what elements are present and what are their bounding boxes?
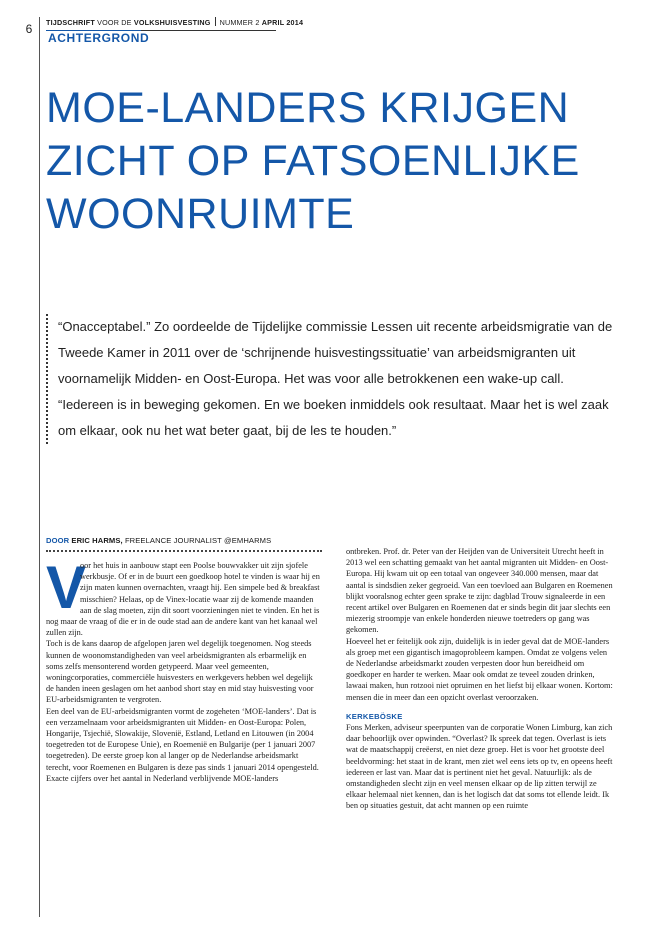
body-paragraph: Hoeveel het er feitelijk ook zijn, duidelijk is in ieder geval dat de MOE-landers als groep met een gigantisch imagoprobleem kampen. Omdat ze volgens velen de Nederlandse arbeidsmarkt zouden verpesten door hun bereidheid om goedkoper en harder te werken. Maar ook omdat ze teveel zouden drinken, lawaai maken, hun rotzooi niet opruimen en het liefst bij elkaar wonen. Kortom: mensen die in meer dan een opzicht overlast veroorzaken. bbox=[346, 636, 613, 702]
body-column-left bbox=[46, 554, 320, 784]
body-paragraph: Toch is de kans daarop de afgelopen jaren wel degelijk toegenomen. Nog steeds kunnen de woonomstandigheden van veel arbeidsmigranten als erbarmelijk en soms zelfs mensonterend worden getypeerd. Maar veel gemeenten, woningcorporaties, commerciële huisvesters en werkgevers hebben wel degelijk de handen ineen geslagen om het aanbod short stay en mid stay huisvesting voor EU-arbeidsmigranten te vergroten. bbox=[46, 639, 314, 705]
magazine-title-a: TIJDSCHRIFT bbox=[46, 18, 95, 27]
byline-author: ERIC HARMS, bbox=[71, 536, 123, 545]
margin-rule bbox=[39, 17, 40, 917]
body-paragraph: ontbreken. Prof. dr. Peter van der Heijden van de Universiteit Utrecht heeft in 2013 wel een schatting gemaakt van het aantal migranten uit Midden- en Oost-Europa. Hij kwam uit op een totaal van ongeveer 340.000 mensen, maar dat aantal is sindsdien zeker gegroeid. Van een toevloed aan Bulgaren en Roemenen blijkt vooralsnog echter geen sprake te zijn: dagblad Trouw signaleerde in een recent artikel over Bulgaren en Roemenen dat er sinds begin dit jaar slechts een miezerig stroompje van enkele honderden nieuwe toetreders op gang was gekomen. bbox=[346, 547, 613, 635]
header-separator bbox=[215, 17, 216, 26]
byline-door: DOOR bbox=[46, 536, 70, 545]
issue-date: APRIL 2014 bbox=[261, 18, 304, 27]
section-label: ACHTERGROND bbox=[48, 31, 150, 45]
byline-role: FREELANCE JOURNALIST @EMHARMS bbox=[124, 536, 272, 545]
body-paragraph: Een deel van de EU-arbeidsmigranten vormt de zogeheten ‘MOE-landers’. Dat is een verzamelnaam voor arbeidsmigranten uit Midden- en Oost-Europa: Polen, Hongarije, Tsjechië, Slowakije, Slovenië, Estland, Letland en Litouwen (in 2004 toegetreden tot de Europese Unie), en Roemenië en Bulgarije (per 1 januari 2007 toegetreden). De eerste groep kon al langer op de Nederlandse arbeidsmarkt terecht, voor Roemenen en Bulgaren is deze pas sinds 1 januari 2014 opengesteld. bbox=[46, 706, 319, 772]
intro-paragraph: “Onacceptabel.” Zo oordeelde de Tijdelijke commissie Lessen uit recente arbeidsmigratie van de Tweede Kamer in 2011 over de ‘schrijnende huisvestingssituatie’ van arbeidsmigranten uit voornamelijk Midden- en Oost-Europa. Het was voor alle betrokkenen een wake-up call. “Iedereen is in beweging gekomen. En we boeken inmiddels ook resultaat. Maar het is wel zaak om elkaar, ook nu het wat beter gaat, bij de les te houden.” bbox=[46, 314, 623, 444]
headline-line-3: WOONRUIMTE bbox=[46, 190, 355, 238]
subheading: KERKEBÖSKE bbox=[346, 711, 403, 721]
page-number: 6 bbox=[25, 22, 33, 36]
running-header bbox=[46, 17, 304, 31]
issue-number: NUMMER 2 bbox=[219, 18, 260, 27]
magazine-title-c: VOLKSHUISVESTING bbox=[133, 18, 211, 27]
magazine-title-b: VOOR DE bbox=[97, 18, 132, 27]
body-column-right bbox=[346, 546, 616, 812]
body-paragraph: Fons Merken, adviseur speerpunten van de corporatie Wonen Limburg, kan zich daar behoorlijk over opwinden. “Overlast? Ik spreek dat tegen. Overlast is iets wat de maatschappij creëerst, en niet deze groep. Het is voor het grootste deel beeldvorming: het staat in de krant, men ziet wel eens iets op tv, en opeens heeft iedereen er last van. Maar dat is pertinent niet het geval. Natuurlijk: als de omstandigheden slecht zijn en veel mensen elkaar op de lip zitten terwijl ze elkaar helemaal niet kennen, dan is het logisch dat dat soms tot ellende leidt. Ik ben op situaties gestuit, dat acht mannen op een ruimte bbox=[346, 723, 613, 811]
body-paragraph: Exacte cijfers over het aantal in Nederland verblijvende MOE-landers bbox=[46, 773, 279, 783]
headline bbox=[46, 82, 606, 241]
body-paragraph: oor het huis in aanbouw stapt een Poolse bouwvakker uit zijn sjofele werkbusje. Of er in de buurt een goedkoop hotel te vinden is waar hij en zijn maten kunnen overnachten, vraagt hij. Een simpele bed & breakfast misschien? Helaas, op de Vinex-locatie waar zij de komende maanden aan de slag moeten, zijn dit soort voorzieningen niet te vinden. En het is nog maar de vraag of die er in de oude stad aan de andere kant van het kanaal wel zullen zijn. bbox=[46, 561, 320, 638]
headline-line-2: ZICHT OP FATSOENLIJKE bbox=[46, 137, 580, 185]
headline-line-1: MOE-LANDERS KRIJGEN bbox=[46, 84, 570, 132]
byline bbox=[46, 536, 322, 552]
drop-cap: V bbox=[46, 554, 87, 621]
